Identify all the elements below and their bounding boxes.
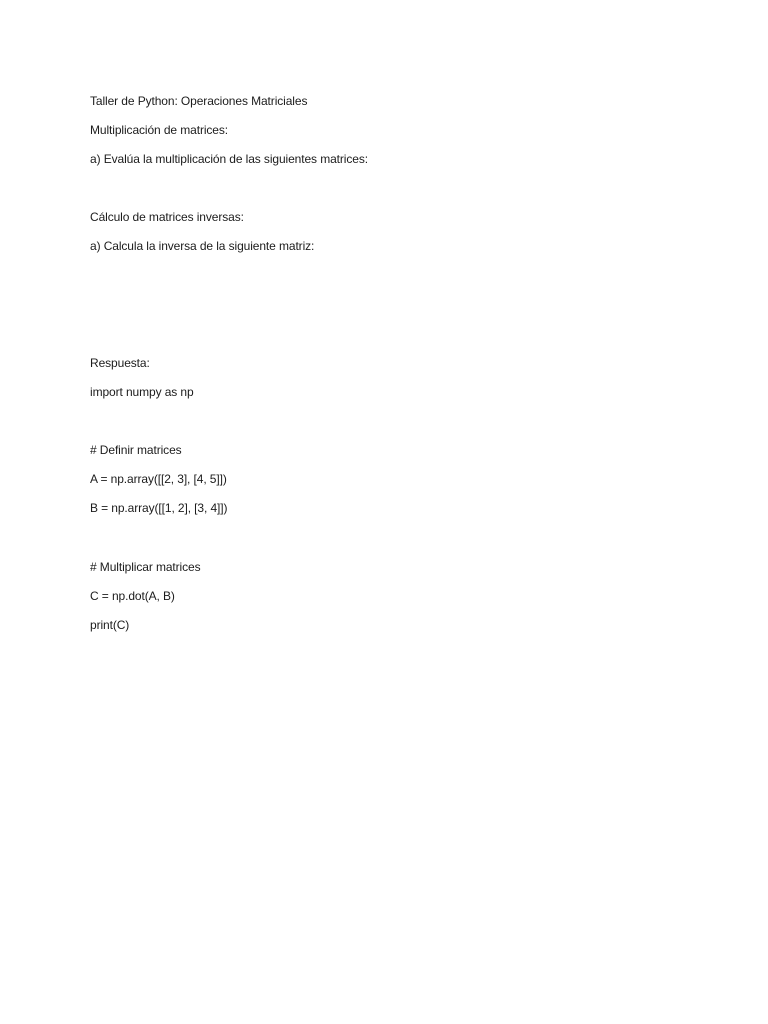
code-comment-multiply: # Multiplicar matrices — [90, 559, 201, 574]
code-line-matrix-b: B = np.array([[1, 2], [3, 4]]) — [90, 501, 228, 516]
section-heading-multiplication: Multiplicación de matrices: — [90, 123, 229, 138]
answer-label: Respuesta: — [90, 355, 150, 370]
document-body — [90, 87, 690, 640]
blank-line — [90, 291, 690, 320]
code-line-dot: C = np.dot(A, B) — [90, 588, 175, 603]
document-title: Taller de Python: Operaciones Matriciales — [90, 94, 308, 108]
blank-line — [90, 174, 690, 203]
blank-line — [90, 407, 690, 436]
exercise-prompt-inverse: a) Calcula la inversa de la siguiente matriz: — [90, 239, 315, 254]
code-line-print: print(C) — [90, 617, 130, 632]
section-heading-inverse: Cálculo de matrices inversas: — [90, 210, 244, 225]
code-line-matrix-a: A = np.array([[2, 3], [4, 5]]) — [90, 472, 227, 487]
blank-line — [90, 262, 690, 291]
code-line-import: import numpy as np — [90, 384, 194, 399]
blank-line — [90, 320, 690, 349]
blank-line — [90, 523, 690, 552]
exercise-prompt-multiplication: a) Evalúa la multiplicación de las siguientes matrices: — [90, 152, 368, 167]
code-comment-define: # Definir matrices — [90, 443, 182, 458]
